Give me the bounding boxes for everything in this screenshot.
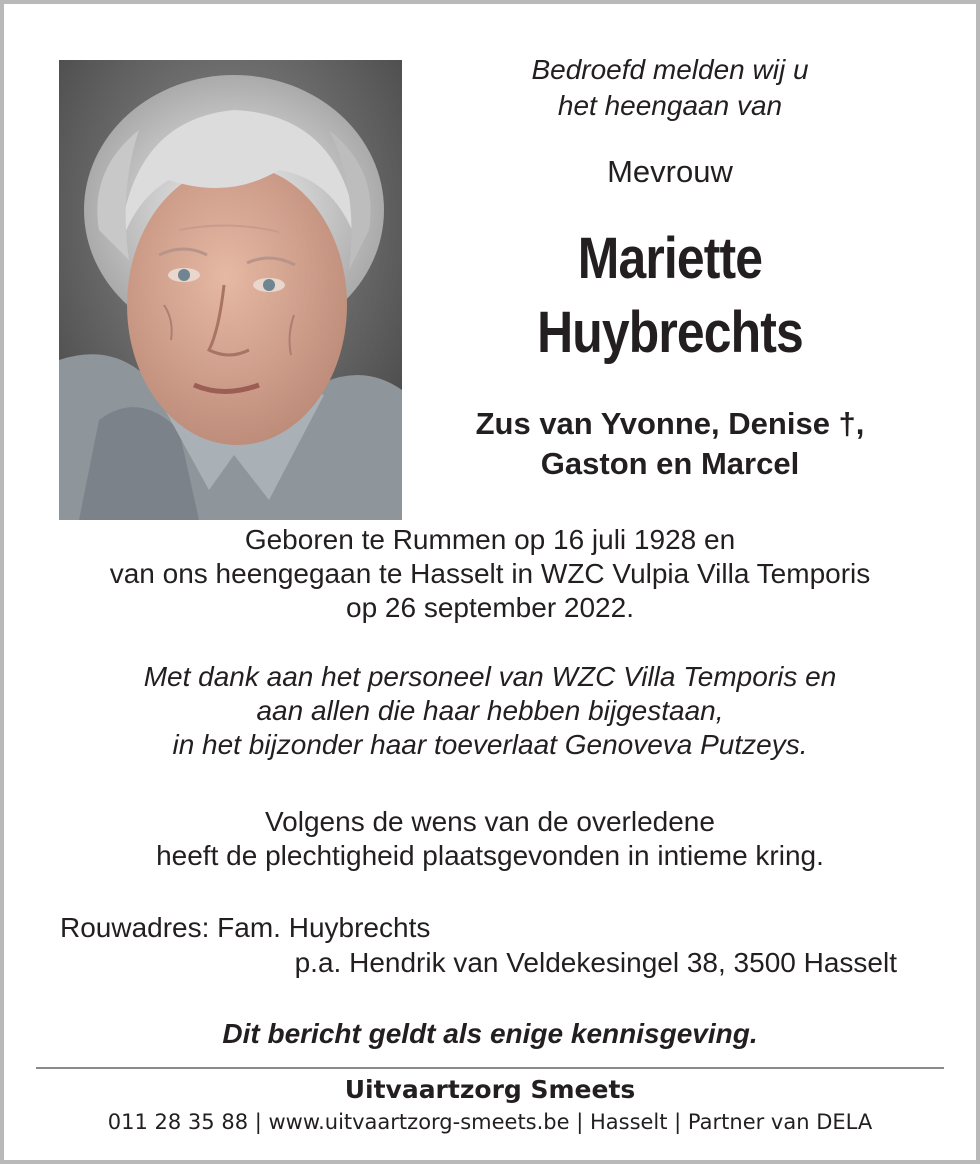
footer-divider xyxy=(36,1067,944,1069)
honorific: Mevrouw xyxy=(607,154,733,189)
wish-text xyxy=(0,805,980,873)
mourning-address-label: Rouwadres: Fam. Huybrechts xyxy=(60,912,431,943)
sibling-line-1: Zus van Yvonne, Denise †, xyxy=(475,406,865,441)
funeral-home-name: Uitvaartzorg Smeets xyxy=(344,1075,636,1104)
birth-line-3: op 26 september 2022. xyxy=(346,592,634,623)
wish-line-1: Volgens de wens van de overledene xyxy=(265,806,715,837)
intro-line-1: Bedroefd melden wij u xyxy=(531,54,809,85)
portrait-photo xyxy=(59,60,402,520)
birth-line-2: van ons heengegaan te Hasselt in WZC Vulpia Villa Temporis xyxy=(109,558,871,589)
sibling-text xyxy=(430,404,910,484)
thanks-text xyxy=(0,660,980,762)
mourning-address-line: p.a. Hendrik van Veldekesingel 38, 3500 Hasselt xyxy=(294,947,897,978)
deceased-name xyxy=(489,222,850,370)
wish-line-2: heeft de plechtigheid plaatsgevonden in intieme kring. xyxy=(156,840,824,871)
birth-line-1: Geboren te Rummen op 16 juli 1928 en xyxy=(244,524,736,555)
intro-line-2: het heengaan van xyxy=(557,90,783,121)
last-name: Huybrechts xyxy=(537,300,803,365)
first-name: Mariette xyxy=(577,226,763,291)
intro-text xyxy=(460,52,880,124)
sibling-line-2: Gaston en Marcel xyxy=(540,446,800,481)
funeral-home-contact: 011 28 35 88 | www.uitvaartzorg-smeets.be | Hasselt | Partner van DELA xyxy=(107,1110,873,1134)
thanks-line-1: Met dank aan het personeel van WZC Villa Temporis en xyxy=(143,661,837,692)
birth-death-text xyxy=(0,523,980,625)
thanks-line-2: aan allen die haar hebben bijgestaan, xyxy=(256,695,724,726)
thanks-line-3: in het bijzonder haar toeverlaat Genoveva Putzeys. xyxy=(172,729,808,760)
notice-text: Dit bericht geldt als enige kennisgeving. xyxy=(222,1018,758,1049)
